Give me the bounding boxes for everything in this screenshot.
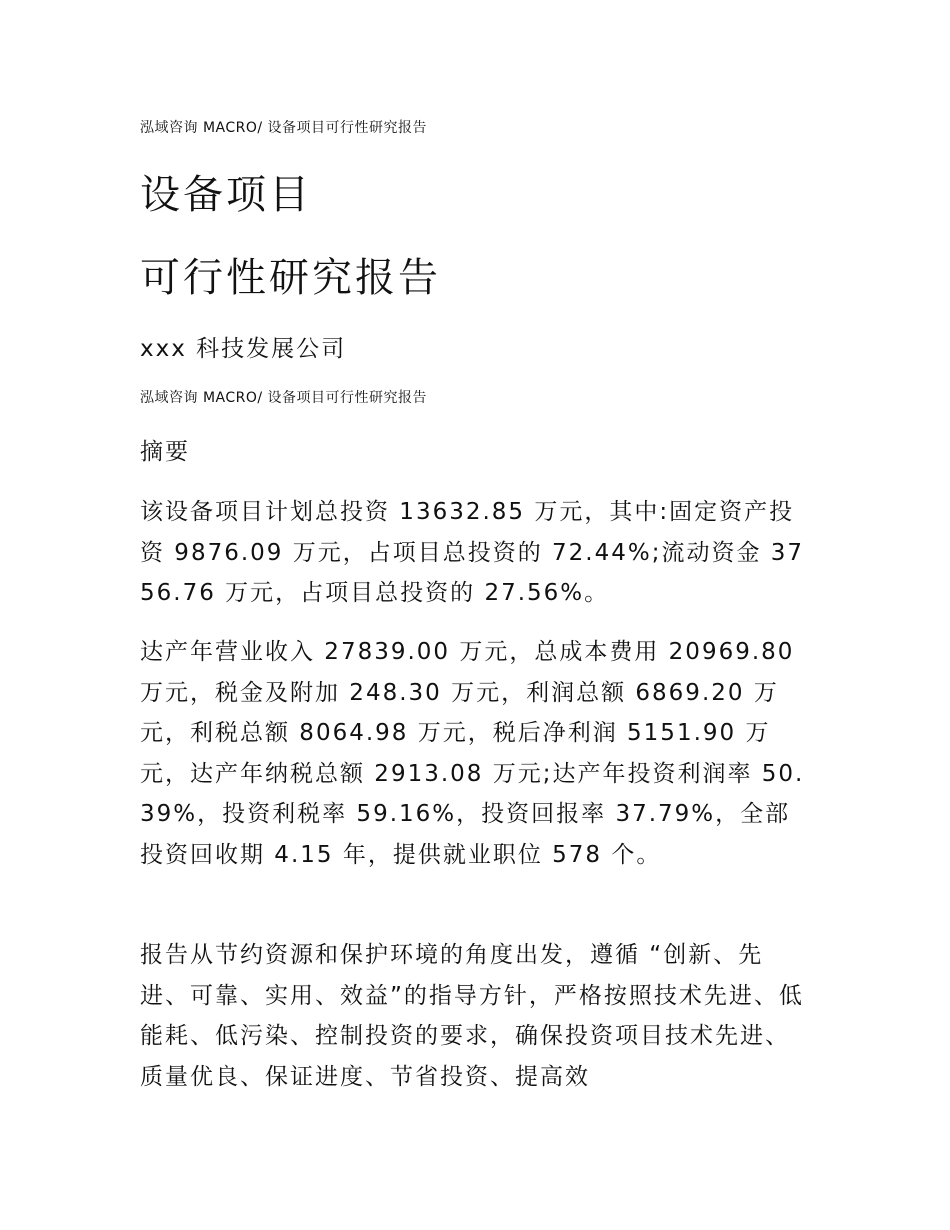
abstract-paragraph-1: 该设备项目计划总投资 13632.85 万元，其中:固定资产投资 9876.09 万元，占项目总投资的 72.44%;流动资金 3756.76 万元，占项目总投资的 27.56%。: [140, 499, 805, 606]
title-line-1: 设备项目: [140, 172, 312, 218]
title-line-2: 可行性研究报告: [140, 255, 441, 301]
abstract-paragraph-3: 报告从节约资源和保护环境的角度出发，遵循 “创新、先进、可靠、实用、效益”的指导方针，严格按照技术先进、低能耗、低污染、控制投资的要求，确保投资项目技术先进、质量优良、保证进度、节省投资、提高效: [140, 942, 804, 1090]
company-name: xxx 科技发展公司: [140, 336, 347, 362]
running-header-top: 泓域咨询 MACRO/ 设备项目可行性研究报告: [140, 120, 428, 136]
abstract-heading: 摘要: [140, 439, 190, 465]
abstract-paragraph-2: 达产年营业收入 27839.00 万元，总成本费用 20969.80 万元，税金及附加 248.30 万元，利润总额 6869.20 万元，利税总额 8064.98 万元，税后净利润 5151.90 万元，达产年纳税总额 2913.08 万元;达产年投资利润率 50.39%，投资利税率 59.16%，投资回报率 37.79%，全部投资回收期 4.15 年，提供就业职位 578 个。: [140, 639, 805, 868]
running-header-second: 泓域咨询 MACRO/ 设备项目可行性研究报告: [140, 390, 428, 406]
